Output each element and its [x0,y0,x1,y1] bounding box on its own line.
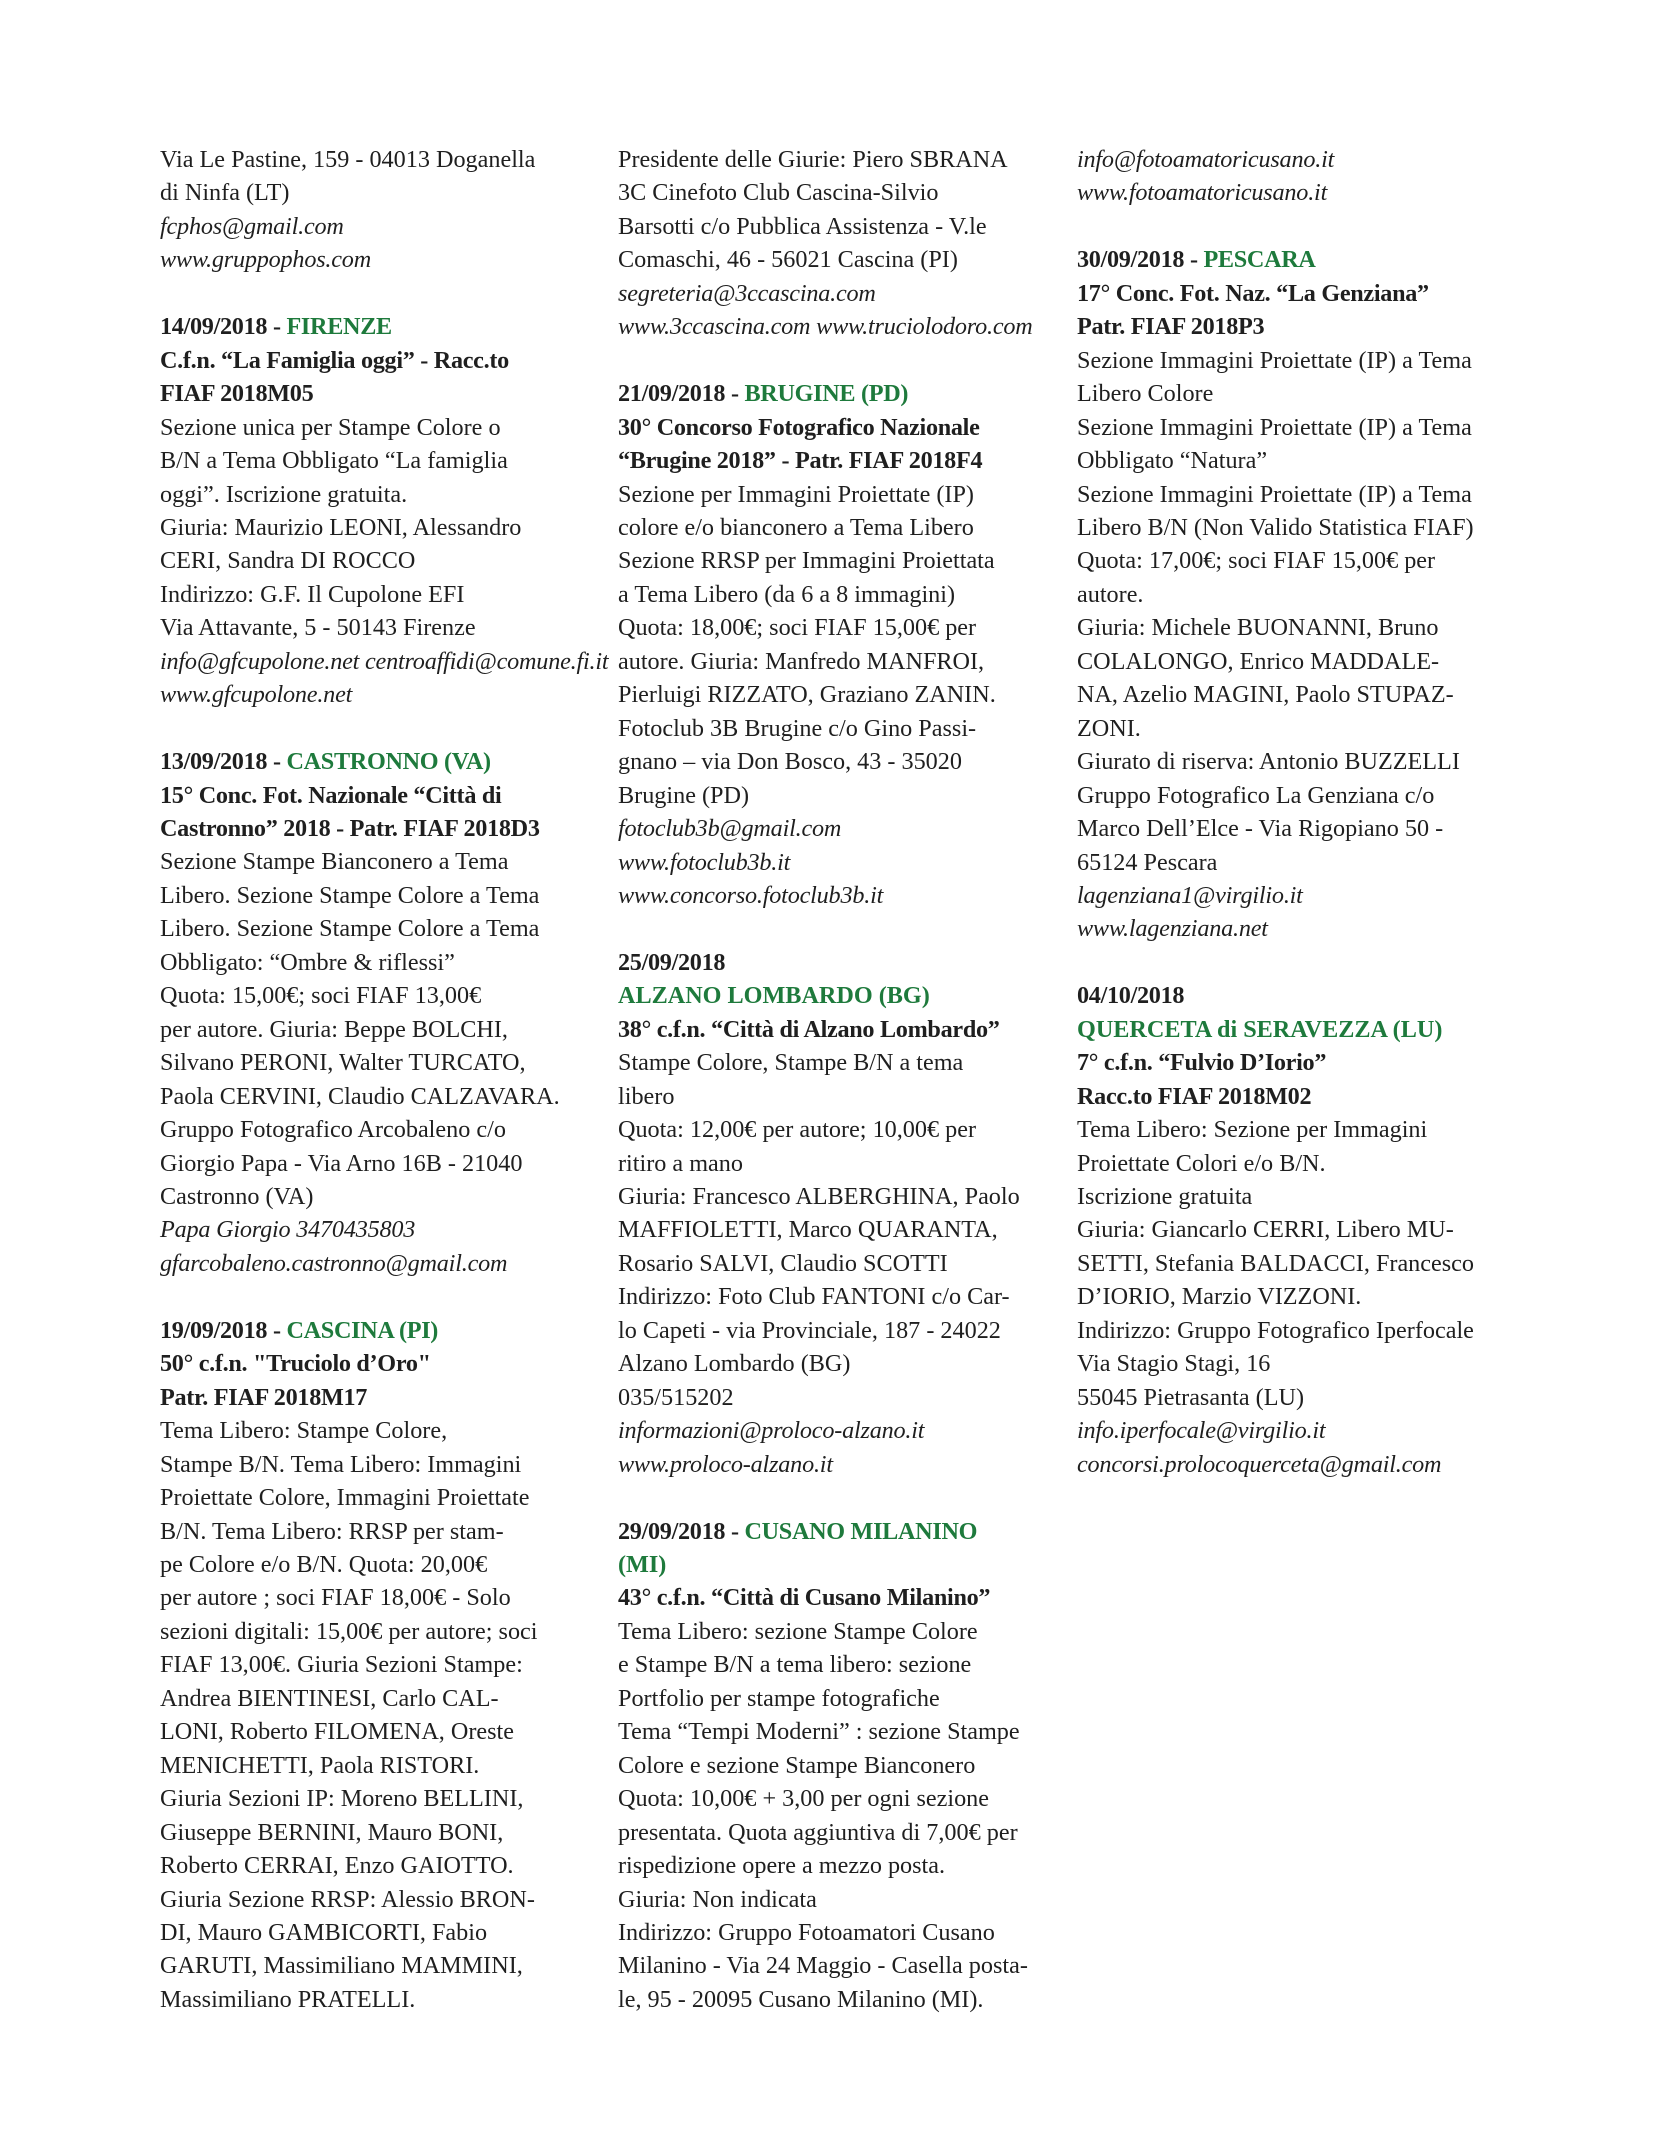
entry-body-line: Stampe Colore, Stampe B/N a tema [618,1049,964,1077]
date-separator: - [1184,246,1204,274]
entry-body-line: ritiro a mano [618,1149,743,1177]
entry-heading [618,1515,1068,1548]
contact-link[interactable]: www.concorso.fotoclub3b.it [618,881,884,909]
entry-body-line: Giuria: Non indicata [618,1885,817,1913]
entry-body-line: oggi”. Iscrizione gratuita. [160,480,408,508]
entry-title-line: 30° Concorso Fotografico Nazionale [618,413,980,441]
contact-link[interactable]: segreteria@3ccascina.com [618,279,876,307]
entry-body-line: Quota: 12,00€ per autore; 10,00€ per [618,1116,977,1144]
entry-body-line: Giuria Sezioni IP: Moreno BELLINI, [160,1785,524,1813]
entry-heading [160,310,610,343]
contact-link[interactable]: lagenziana1@virgilio.it [1077,881,1303,909]
entry-body-line: Obbligato “Natura” [1077,447,1268,475]
entry-heading [618,377,1068,410]
entry-body-line: Gruppo Fotografico Arcobaleno c/o [160,1116,506,1144]
entry-body-line: Barsotti c/o Pubblica Assistenza - V.le [618,212,987,240]
entry-body-line: Castronno (VA) [160,1183,314,1211]
entry-body-line: Tema Libero: Stampe Colore, [160,1417,448,1445]
entry-date: 04/10/2018 [1077,982,1185,1010]
entry-body-line: Libero. Sezione Stampe Colore a Tema [160,915,540,943]
entry-body-line: pe Colore e/o B/N. Quota: 20,00€ [160,1550,488,1578]
column-1 [160,143,610,2050]
date-separator: - [267,748,287,776]
entry-location: PESCARA [1203,246,1316,274]
entry-location: CASCINA (PI) [286,1316,439,1344]
entry-body-line: Sezione Stampe Bianconero a Tema [160,848,509,876]
entry-body-line: Tema “Tempi Moderni” : sezione Stampe [618,1718,1020,1746]
entry-body-line: Andrea BIENTINESI, Carlo CAL- [160,1684,499,1712]
entry-body-line: CERI, Sandra DI ROCCO [160,547,416,575]
contest-entry [618,377,1068,912]
entry-title-line: 15° Conc. Fot. Nazionale “Città di [160,781,502,809]
entry-date: 19/09/2018 [160,1316,268,1344]
entry-date: 30/09/2018 [1077,246,1185,274]
entry-body-line: per autore. Giuria: Beppe BOLCHI, [160,1015,508,1043]
contact-link[interactable]: gfarcobaleno.castronno@gmail.com [160,1249,508,1277]
entry-body-line: COLALONGO, Enrico MADDALE- [1077,647,1440,675]
contact-link[interactable]: www.fotoamatoricusano.it [1077,179,1328,207]
contact-link[interactable]: www.gruppophos.com [160,246,371,274]
contest-entry [1077,243,1527,946]
entry-body-line: Iscrizione gratuita [1077,1183,1253,1211]
entry-heading [1077,979,1527,1012]
date-separator: - [725,1517,745,1545]
date-separator: - [267,313,287,341]
entry-body-line: B/N a Tema Obbligato “La famiglia [160,447,508,475]
entry-heading [160,1314,610,1347]
contest-entry [618,1515,1068,2017]
entry-body-line: Silvano PERONI, Walter TURCATO, [160,1049,526,1077]
entry-date: 29/09/2018 [618,1517,726,1545]
contact-link[interactable]: fotoclub3b@gmail.com [618,815,842,843]
contact-link[interactable]: www.proloco-alzano.it [618,1450,833,1478]
entry-location: QUERCETA di SERAVEZZA (LU) [1077,1015,1443,1043]
entry-body-line: Quota: 17,00€; soci FIAF 15,00€ per [1077,547,1436,575]
entry-location: BRUGINE (PD) [744,380,909,408]
entry-body-line: Obbligato: “Ombre & riflessi” [160,948,455,976]
entry-body-line: 55045 Pietrasanta (LU) [1077,1383,1305,1411]
entry-title-line: “Brugine 2018” - Patr. FIAF 2018F4 [618,447,983,475]
entry-body-line: Brugine (PD) [618,781,749,809]
entry-body-line: Presidente delle Giurie: Piero SBRANA [618,146,1008,173]
contact-link[interactable]: informazioni@proloco-alzano.it [618,1417,925,1445]
entry-body-line: le, 95 - 20095 Cusano Milanino (MI). [618,1985,984,2013]
entry-body-line: Libero Colore [1077,380,1214,408]
entry-body-line: Milanino - Via 24 Maggio - Casella posta- [618,1952,1028,1980]
contest-entry [160,1314,610,2017]
entry-body-line: autore. [1077,580,1144,608]
entry-body-line: Libero B/N (Non Valido Statistica FIAF) [1077,513,1474,541]
entry-body-line: Pierluigi RIZZATO, Graziano ZANIN. [618,681,996,709]
entry-location: FIRENZE [286,313,392,341]
entry-body-line: Indirizzo: G.F. Il Cupolone EFI [160,580,465,608]
contact-link[interactable]: concorsi.prolocoquerceta@gmail.com [1077,1450,1442,1478]
entry-title-line: 7° c.f.n. “Fulvio D’Iorio” [1077,1049,1327,1077]
contact-link[interactable]: fcphos@gmail.com [160,212,344,240]
entry-body-line: Indirizzo: Gruppo Fotografico Iperfocale [1077,1316,1474,1344]
entry-body-line: autore. Giuria: Manfredo MANFROI, [618,647,985,675]
entry-body-line: Quota: 15,00€; soci FIAF 13,00€ [160,982,482,1010]
entry-body-line: Proiettate Colore, Immagini Proiettate [160,1484,530,1512]
entry-body-line: Fotoclub 3B Brugine c/o Gino Passi- [618,714,977,742]
entry-title-line: 17° Conc. Fot. Naz. “La Genziana” [1077,279,1429,307]
entry-body-line: Roberto CERRAI, Enzo GAIOTTO. [160,1852,514,1880]
entry-title-line: 50° c.f.n. "Truciolo d’Oro" [160,1350,431,1378]
entry-location: ALZANO LOMBARDO (BG) [618,982,930,1010]
entry-title-line: C.f.n. “La Famiglia oggi” - Racc.to [160,346,509,374]
entry-body-line: Sezione Immagini Proiettate (IP) a Tema [1077,413,1472,441]
entry-body-line: ZONI. [1077,714,1141,742]
entry-body-line: GARUTI, Massimiliano MAMMINI, [160,1952,523,1980]
entry-heading [1077,243,1527,276]
entry-body-line: B/N. Tema Libero: RRSP per stam- [160,1517,504,1545]
entry-date: 13/09/2018 [160,748,268,776]
entry-body-line: NA, Azelio MAGINI, Paolo STUPAZ- [1077,681,1454,709]
contact-link[interactable]: info@gfcupolone.net centroaffidi@comune.fi.it [160,647,609,675]
contact-link[interactable]: info@fotoamatoricusano.it [1077,146,1335,173]
entry-body-line: D’IORIO, Marzio VIZZONI. [1077,1283,1362,1311]
entry-body-line: Quota: 18,00€; soci FIAF 15,00€ per [618,614,977,642]
entry-title-line: Castronno” 2018 - Patr. FIAF 2018D3 [160,815,540,843]
entry-body-line: colore e/o bianconero a Tema Libero [618,513,974,541]
contact-link[interactable]: info.iperfocale@virgilio.it [1077,1417,1326,1445]
entry-location-cont: (MI) [618,1550,667,1578]
entry-body-line: Via Attavante, 5 - 50143 Firenze [160,614,476,642]
entry-heading [160,745,610,778]
contest-entry [160,745,610,1280]
entry-body-line: MAFFIOLETTI, Marco QUARANTA, [618,1216,998,1244]
contact-link[interactable]: www.lagenziana.net [1077,915,1268,943]
entry-body-line: Giuria: Giancarlo CERRI, Libero MU- [1077,1216,1454,1244]
entry-body-line: Colore e sezione Stampe Bianconero [618,1751,976,1779]
contest-entry [160,310,610,711]
entry-body-line: Giorgio Papa - Via Arno 16B - 21040 [160,1149,523,1177]
entry-body-line: Tema Libero: sezione Stampe Colore [618,1617,978,1645]
entry-body-line: e Stampe B/N a tema libero: sezione [618,1651,972,1679]
entry-body-line: FIAF 13,00€. Giuria Sezioni Stampe: [160,1651,523,1679]
entry-body-line: rispedizione opere a mezzo posta. [618,1852,946,1880]
entry-body-line: LONI, Roberto FILOMENA, Oreste [160,1718,515,1746]
contact-link[interactable]: www.gfcupolone.net [160,681,353,709]
entry-body-line: Giuria: Michele BUONANNI, Bruno [1077,614,1439,642]
entry-body-line: Indirizzo: Gruppo Fotoamatori Cusano [618,1918,995,1946]
entry-body-line: Libero. Sezione Stampe Colore a Tema [160,881,540,909]
entry-body-line: Gruppo Fotografico La Genziana c/o [1077,781,1435,809]
entry-body-line: gnano – via Don Bosco, 43 - 35020 [618,748,962,776]
entry-title-line: Racc.to FIAF 2018M02 [1077,1082,1312,1110]
entry-body-line: Tema Libero: Sezione per Immagini [1077,1116,1428,1144]
entry-body-line: Giuria Sezione RRSP: Alessio BRON- [160,1885,535,1913]
entry-body-line: di Ninfa (LT) [160,179,290,207]
entry-body-line: presentata. Quota aggiuntiva di 7,00€ per [618,1818,1018,1846]
entry-heading [618,946,1068,979]
entry-body-line: libero [618,1082,675,1110]
entry-body-line: Indirizzo: Foto Club FANTONI c/o Car- [618,1283,1010,1311]
contest-entry [618,946,1068,1481]
entry-body-line: MENICHETTI, Paola RISTORI. [160,1751,480,1779]
entry-body-line: a Tema Libero (da 6 a 8 immagini) [618,580,956,608]
date-separator: - [725,380,745,408]
entry-title-line: Patr. FIAF 2018M17 [160,1383,368,1411]
entry-body-line: Massimiliano PRATELLI. [160,1985,416,2013]
entry-body-line: DI, Mauro GAMBICORTI, Fabio [160,1918,488,1946]
entry-body-line: 3C Cinefoto Club Cascina-Silvio [618,179,939,207]
entry-body-line: Giuria: Francesco ALBERGHINA, Paolo [618,1183,1020,1211]
entry-body-line: Comaschi, 46 - 56021 Cascina (PI) [618,246,958,274]
entry-body-line: Proiettate Colori e/o B/N. [1077,1149,1326,1177]
contact-link[interactable]: www.fotoclub3b.it [618,848,791,876]
contact-line: Papa Giorgio 3470435803 [160,1216,416,1244]
entry-location: CASTRONNO (VA) [286,748,491,776]
contest-entry [1077,979,1527,1481]
entry-body-line: Alzano Lombardo (BG) [618,1350,851,1378]
entry-body-line: Rosario SALVI, Claudio SCOTTI [618,1249,948,1277]
entry-body-line: Via Le Pastine, 159 - 04013 Doganella [160,146,536,173]
entry-body-line: sezioni digitali: 15,00€ per autore; soci [160,1617,538,1645]
entry-body-line: 65124 Pescara [1077,848,1218,876]
column-3 [1077,143,1527,1515]
entry-title-line: 43° c.f.n. “Città di Cusano Milanino” [618,1584,991,1612]
entry-body-line: Giuseppe BERNINI, Mauro BONI, [160,1818,504,1846]
column-2 [618,143,1068,2050]
continued-entry [1077,143,1527,210]
entry-title-line: Patr. FIAF 2018P3 [1077,313,1265,341]
entry-body-line: Giuria: Maurizio LEONI, Alessandro [160,513,522,541]
entry-body-line: Giurato di riserva: Antonio BUZZELLI [1077,748,1460,776]
entry-title-line: 38° c.f.n. “Città di Alzano Lombardo” [618,1015,1000,1043]
entry-body-line: Sezione RRSP per Immagini Proiettata [618,547,995,575]
entry-body-line: Sezione Immagini Proiettate (IP) a Tema [1077,346,1472,374]
entry-body-line: SETTI, Stefania BALDACCI, Francesco [1077,1249,1474,1277]
entry-body-line: Via Stagio Stagi, 16 [1077,1350,1271,1378]
entry-body-line: Sezione per Immagini Proiettate (IP) [618,480,974,508]
entry-body-line: Marco Dell’Elce - Via Rigopiano 50 - [1077,815,1444,843]
entry-body-line: Sezione Immagini Proiettate (IP) a Tema [1077,480,1472,508]
entry-body-line: lo Capeti - via Provinciale, 187 - 24022 [618,1316,1001,1344]
entry-body-line: 035/515202 [618,1383,734,1411]
entry-body-line: Quota: 10,00€ + 3,00 per ogni sezione [618,1785,990,1813]
entry-date: 21/09/2018 [618,380,726,408]
continued-entry [618,143,1068,344]
entry-body-line: Sezione unica per Stampe Colore o [160,413,501,441]
entry-date: 25/09/2018 [618,948,726,976]
entry-body-line: Portfolio per stampe fotografiche [618,1684,940,1712]
continued-entry [160,143,610,277]
date-separator: - [267,1316,287,1344]
entry-body-line: Stampe B/N. Tema Libero: Immagini [160,1450,522,1478]
entry-date: 14/09/2018 [160,313,268,341]
contact-link[interactable]: www.3ccascina.com www.truciolodoro.com [618,313,1033,341]
entry-body-line: Paola CERVINI, Claudio CALZAVARA. [160,1082,560,1110]
entry-location: CUSANO MILANINO [744,1517,978,1545]
entry-title-line: FIAF 2018M05 [160,380,314,408]
entry-body-line: per autore ; soci FIAF 18,00€ - Solo [160,1584,511,1612]
